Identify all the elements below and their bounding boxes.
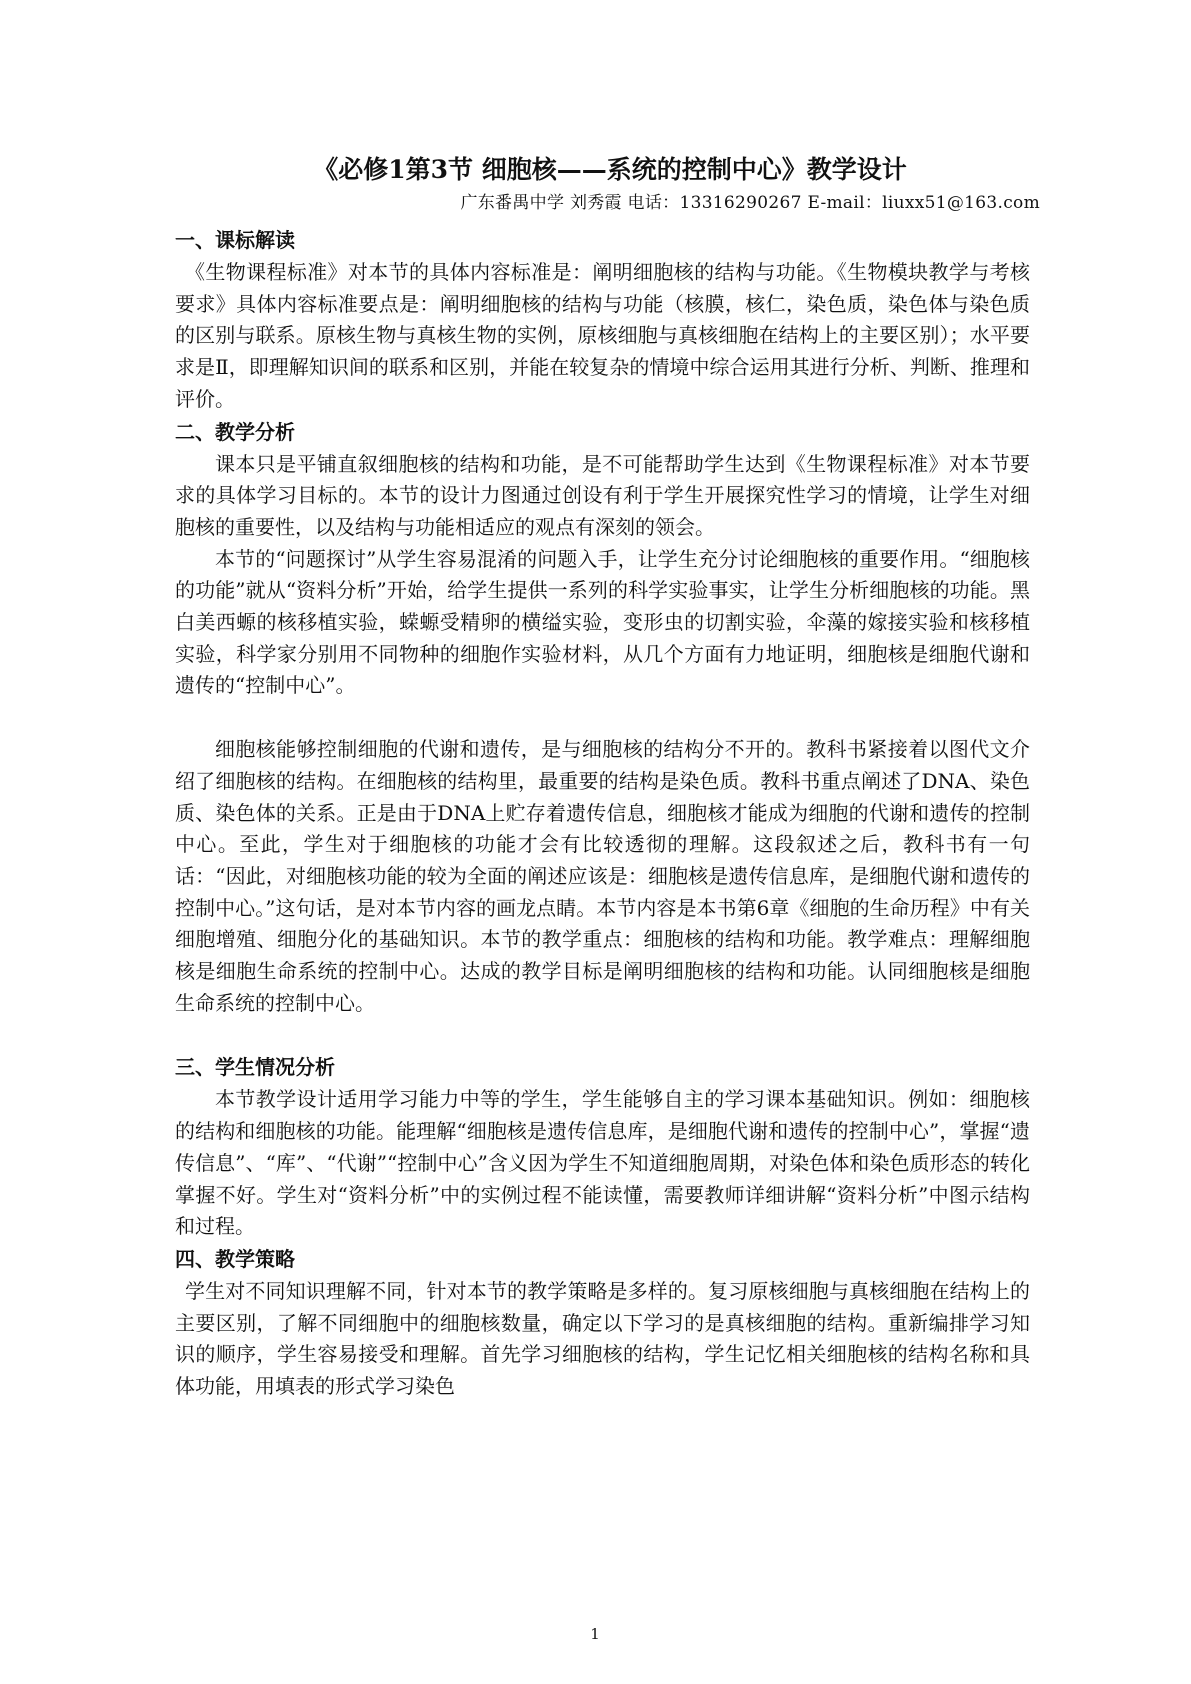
- paragraph-teaching-analysis-2: 本节的“问题探讨”从学生容易混淆的问题入手，让学生充分讨论细胞核的重要作用。“细胞核的功能”就从“资料分析”开始，给学生提供一系列的科学实验事实，让学生分析细胞核的功能。黑白美西螈的核移植实验，蝾螈受精卵的横缢实验，变形虫的切割实验，伞藻的嫁接实验和核移植实验，科学家分别用不同物种的细胞作实验材料，从几个方面有力地证明，细胞核是细胞代谢和遗传的“控制中心”。: [175, 546, 1030, 698]
- paragraph-teaching-analysis-1: 课本只是平铺直叙细胞核的结构和功能，是不可能帮助学生达到《生物课程标准》对本节要求的具体学习目标的。本节的设计力图通过创设有利于学生开展探究性学习的情境，让学生对细胞核的重要性，以及结构与功能相适应的观点有深刻的领会。: [175, 451, 1030, 539]
- document-title: 《必修1第3节 细胞核——系统的控制中心》教学设计: [313, 155, 907, 184]
- document-body: [175, 224, 1030, 1403]
- page-number: 1: [590, 1625, 600, 1643]
- section-heading-student-analysis: 三、学生情况分析: [175, 1055, 335, 1080]
- paragraph-student-analysis: 本节教学设计适用学习能力中等的学生，学生能够自主的学习课本基础知识。例如：细胞核的结构和细胞核的功能。能理解“细胞核是遗传信息库，是细胞代谢和遗传的控制中心”，掌握“遗传信息”、“库”、“代谢”“控制中心”含义因为学生不知道细胞周期，对染色体和染色质形态的转化掌握不好。学生对“资料分析”中的实例过程不能读懂，需要教师详细讲解“资料分析”中图示结构和过程。: [175, 1087, 1030, 1239]
- paragraph-teaching-analysis-3: 细胞核能够控制细胞的代谢和遗传，是与细胞核的结构分不开的。教科书紧接着以图代文介绍了细胞核的结构。在细胞核的结构里，最重要的结构是染色质。教科书重点阐述了DNA、染色质、染色体的关系。正是由于DNA上贮存着遗传信息，细胞核才能成为细胞的代谢和遗传的控制中心。至此，学生对于细胞核的功能才会有比较透彻的理解。这段叙述之后，教科书有一句话：“因此，对细胞核功能的较为全面的阐述应该是：细胞核是遗传信息库，是细胞代谢和遗传的控制中心。”这句话，是对本节内容的画龙点睛。本节内容是本书第6章《细胞的生命历程》中有关细胞增殖、细胞分化的基础知识。本节的教学重点：细胞核的结构和功能。教学难点：理解细胞核是细胞生命系统的控制中心。达成的教学目标是阐明细胞核的结构和功能。认同细胞核是细胞生命系统的控制中心。: [175, 737, 1030, 1015]
- author-line: 广东番禺中学 刘秀霞 电话：13316290267 E-mail：liuxx51@163.com: [460, 193, 1040, 213]
- paragraph-spacer: [175, 702, 1030, 734]
- section-heading-teaching-strategy: 四、教学策略: [175, 1246, 295, 1271]
- paragraph-curriculum: 《生物课程标准》对本节的具体内容标准是：阐明细胞核的结构与功能。《生物模块教学与考核要求》具体内容标准要点是：阐明细胞核的结构与功能（核膜，核仁，染色质，染色体与染色质的区别与联系。原核生物与真核生物的实例，原核细胞与真核细胞在结构上的主要区别）；水平要求是Ⅱ，即理解知识间的联系和区别，并能在较复杂的情境中综合运用其进行分析、判断、推理和评价。: [175, 260, 1030, 411]
- paragraph-teaching-strategy: 学生对不同知识理解不同，针对本节的教学策略是多样的。复习原核细胞与真核细胞在结构上的主要区别，了解不同细胞中的细胞核数量，确定以下学习的是真核细胞的结构。重新编排学习知识的顺序，学生容易接受和理解。首先学习细胞核的结构，学生记忆相关细胞核的结构名称和具体功能，用填表的形式学习染色: [175, 1278, 1030, 1399]
- section-heading-teaching-analysis: 二、教学分析: [175, 419, 295, 444]
- section-heading-curriculum: 一、课标解读: [175, 228, 295, 252]
- paragraph-spacer: [175, 1019, 1030, 1051]
